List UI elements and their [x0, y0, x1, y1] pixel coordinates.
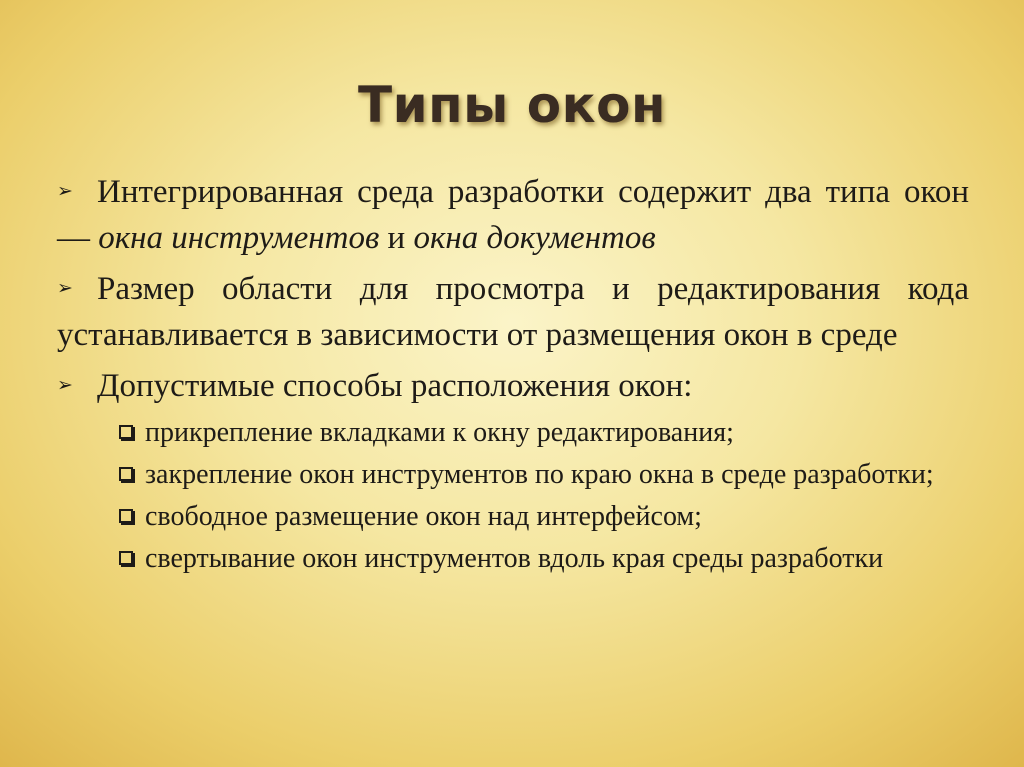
bullet-item-3 [57, 362, 969, 409]
sub-item-3-text: свободное размещение окон над интерфейсом; [145, 501, 702, 532]
bullet-1-conjunction: и [379, 220, 414, 256]
sub-item-3 [119, 497, 969, 536]
sub-item-1 [119, 413, 969, 452]
checkbox-bullet-icon [119, 509, 133, 523]
checkbox-bullet-icon [119, 467, 133, 481]
bullet-item-1 [57, 168, 969, 261]
checkbox-bullet-icon [119, 551, 133, 565]
sub-item-4 [119, 539, 969, 578]
bullet-1-emphasis-documents: окна документов [413, 220, 656, 256]
sub-item-4-text: свертывание окон инструментов вдоль края среды разработки [145, 543, 884, 574]
arrow-bullet-icon: ➢ [57, 277, 73, 299]
bullet-item-2 [57, 265, 969, 358]
slide-title: Типы окон [358, 76, 666, 134]
arrow-bullet-icon: ➢ [57, 180, 73, 202]
bullet-1-lead: Интегрированная среда разработки содержит два типа окон — [57, 174, 969, 256]
sub-item-2 [119, 455, 969, 494]
bullet-2-text: Размер области для просмотра и редактирования кода устанавливается в зависимости от размещения окон в среде [57, 271, 969, 353]
sub-list [119, 413, 969, 578]
sub-item-1-text: прикрепление вкладками к окну редактирования; [145, 417, 734, 448]
sub-item-2-text: закрепление окон инструментов по краю окна в среде разработки; [145, 459, 934, 490]
arrow-bullet-icon: ➢ [57, 374, 73, 396]
slide-content [57, 168, 969, 581]
checkbox-bullet-icon [119, 425, 133, 439]
bullet-1-emphasis-tools: окна инструментов [98, 220, 380, 256]
bullet-3-text: Допустимые способы расположения окон: [97, 368, 693, 404]
